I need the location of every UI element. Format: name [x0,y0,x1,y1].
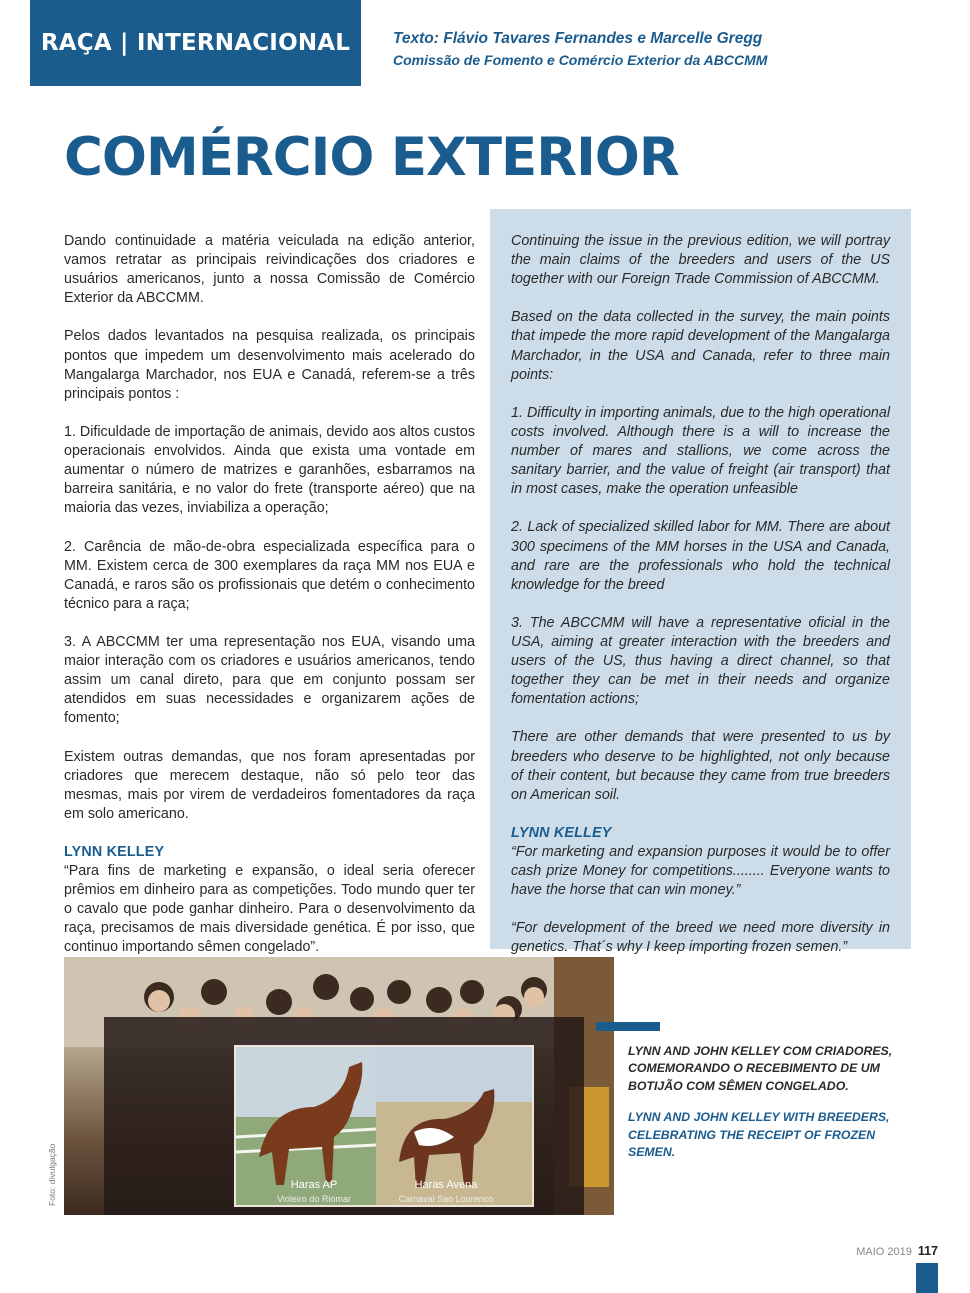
author-credit: Texto: Flávio Tavares Fernandes e Marcelle Gregg [393,30,763,47]
en-quote-genetics: “For development of the breed we need more diversity in genetics. That´s why I keep importing frozen semen.” [511,920,890,956]
issue-date: MAIO 2019 [856,1246,912,1258]
caption-portuguese: LYNN AND JOHN KELLEY COM CRIADORES, COMEMORANDO O RECEBIMENTO DE UM BOTIJÃO COM SÊMEN CONGELADO. [628,1044,893,1093]
pt-paragraph-demands: Existem outras demandas, que nos foram apresentadas por criadores que merecem destaque, não só pelo teor das mesmas, mais por virem de verdadeiros fomentadores da raça em solo americano. [64,748,475,822]
en-quote-marketing: “For marketing and expansion purposes it would be to offer cash prize Money for competitions........ Everyone wants to have the horse that can win money.” [511,844,890,899]
caption-accent-bar [596,1022,660,1031]
english-column [511,232,890,958]
banner-right-horse: Carnaval Sao Lourenco [398,1194,494,1204]
pt-paragraph-point-1: 1. Dificuldade de importação de animais, devido aos altos custos operacionais envolvidos. Ainda que exista uma vontade em aumentar o número de matrizes e garanhões, esbarramos na barreira sanitária, e no valor do frete (transporte aéreo) que na maioria das vezes, inviabiliza a operação; [64,423,475,517]
caption-english: LYNN AND JOHN KELLEY WITH BREEDERS, CELEBRATING THE RECEIPT OF FROZEN SEMEN. [628,1110,890,1160]
pt-interviewee-name: LYNN KELLEY [64,844,165,860]
pt-quote: “Para fins de marketing e expansão, o ideal seria oferecer prêmios em dinheiro para as competições. Todo mundo quer ter o cavalo que pode ganhar dinheiro. Para o desenvolvimento da raça, precisamos de mais diversidade genética. É por isso, que continuo importando sêmen congelado”. [64,863,475,956]
group-photo [64,957,614,1215]
banner-left-farm: Haras AP [290,1179,338,1191]
pt-paragraph-point-2: 2. Carência de mão-de-obra especializada específica para o MM. Existem cerca de 300 exemplares da raça MM nos EUA e Canadá, e raros são os profissionais que detém o conhecimento técnico para a raça; [64,538,475,612]
pt-paragraph-point-3: 3. A ABCCMM ter uma representação nos EUA, visando uma maior interação com os criadores e usuários americanos, tendo assim um canal direto, para que em conjunto possam ser atendidos em suas necessidades e organizarem ações de fomento; [64,633,475,727]
pt-paragraph-intro: Dando continuidade a matéria veiculada na edição anterior, vamos retratar as principais reivindicações dos criadores e usuários americanos, junto a nossa Comissão de Comércio Exterior da ABCCMM. [64,233,475,307]
banner-right-label [386,1178,506,1206]
footer-accent-bar [916,1263,938,1293]
en-paragraph-point-2: 2. Lack of specialized skilled labor for MM. There are about 300 specimens of the MM horses in the USA and Canada, and rare are the professionals who hold the technical knowledge for the breed [511,519,890,593]
group-photo-illustration [64,957,614,1215]
en-paragraph-intro: Continuing the issue in the previous edition, we will portray the main claims of the breeders and users of the US together with our Foreign Trade Commission of ABCCMM. [511,233,890,288]
pt-paragraph-survey: Pelos dados levantados na pesquisa realizada, os principais pontos que impedem um desenvolvimento mais acelerado do Mangalarga Marchador, nos EUA e Canadá, referem-se a três principais pontos : [64,328,475,402]
en-paragraph-survey: Based on the data collected in the survey, the main points that impede the more rapid development of the Mangalarga Marchador, in the USA and Canada, refer to three main points: [511,309,890,383]
en-paragraph-demands: There are other demands that were presented to us by breeders who deserve to be highlighted, not only because of their content, but because they came from true breeders on American soil. [511,729,890,803]
en-interviewee-name: LYNN KELLEY [511,824,612,841]
portuguese-column [64,232,475,958]
article-credits [393,28,767,70]
banner-left-label [259,1178,369,1206]
en-paragraph-point-1: 1. Difficulty in importing animals, due to the high operational costs involved. Although there is a will to increase the number of mares and stallions, we come across the sanitary barrier, and the value of freight (air transport) that in most cases, make the operation unfeasible [511,404,890,498]
page-footer [856,1244,938,1258]
page-number: 117 [917,1244,938,1258]
banner-right-farm: Haras Avena [414,1179,478,1191]
en-paragraph-point-3: 3. The ABCCMM will have a representative oficial in the USA, aiming at greater interaction with the breeders and users of the US, thus having a direct channel, so that together they can be met in their needs and organize fomentation actions; [511,614,890,708]
banner-left-horse: Violeiro do Riomar [277,1194,351,1204]
photo-caption [628,1043,918,1161]
article-title: COMÉRCIO EXTERIOR [64,127,679,188]
photo-credit: Foto: divulgação [47,1143,57,1206]
affiliation-credit: Comissão de Fomento e Comércio Exterior da ABCCMM [393,52,768,68]
section-label: RAÇA | INTERNACIONAL [30,0,361,86]
